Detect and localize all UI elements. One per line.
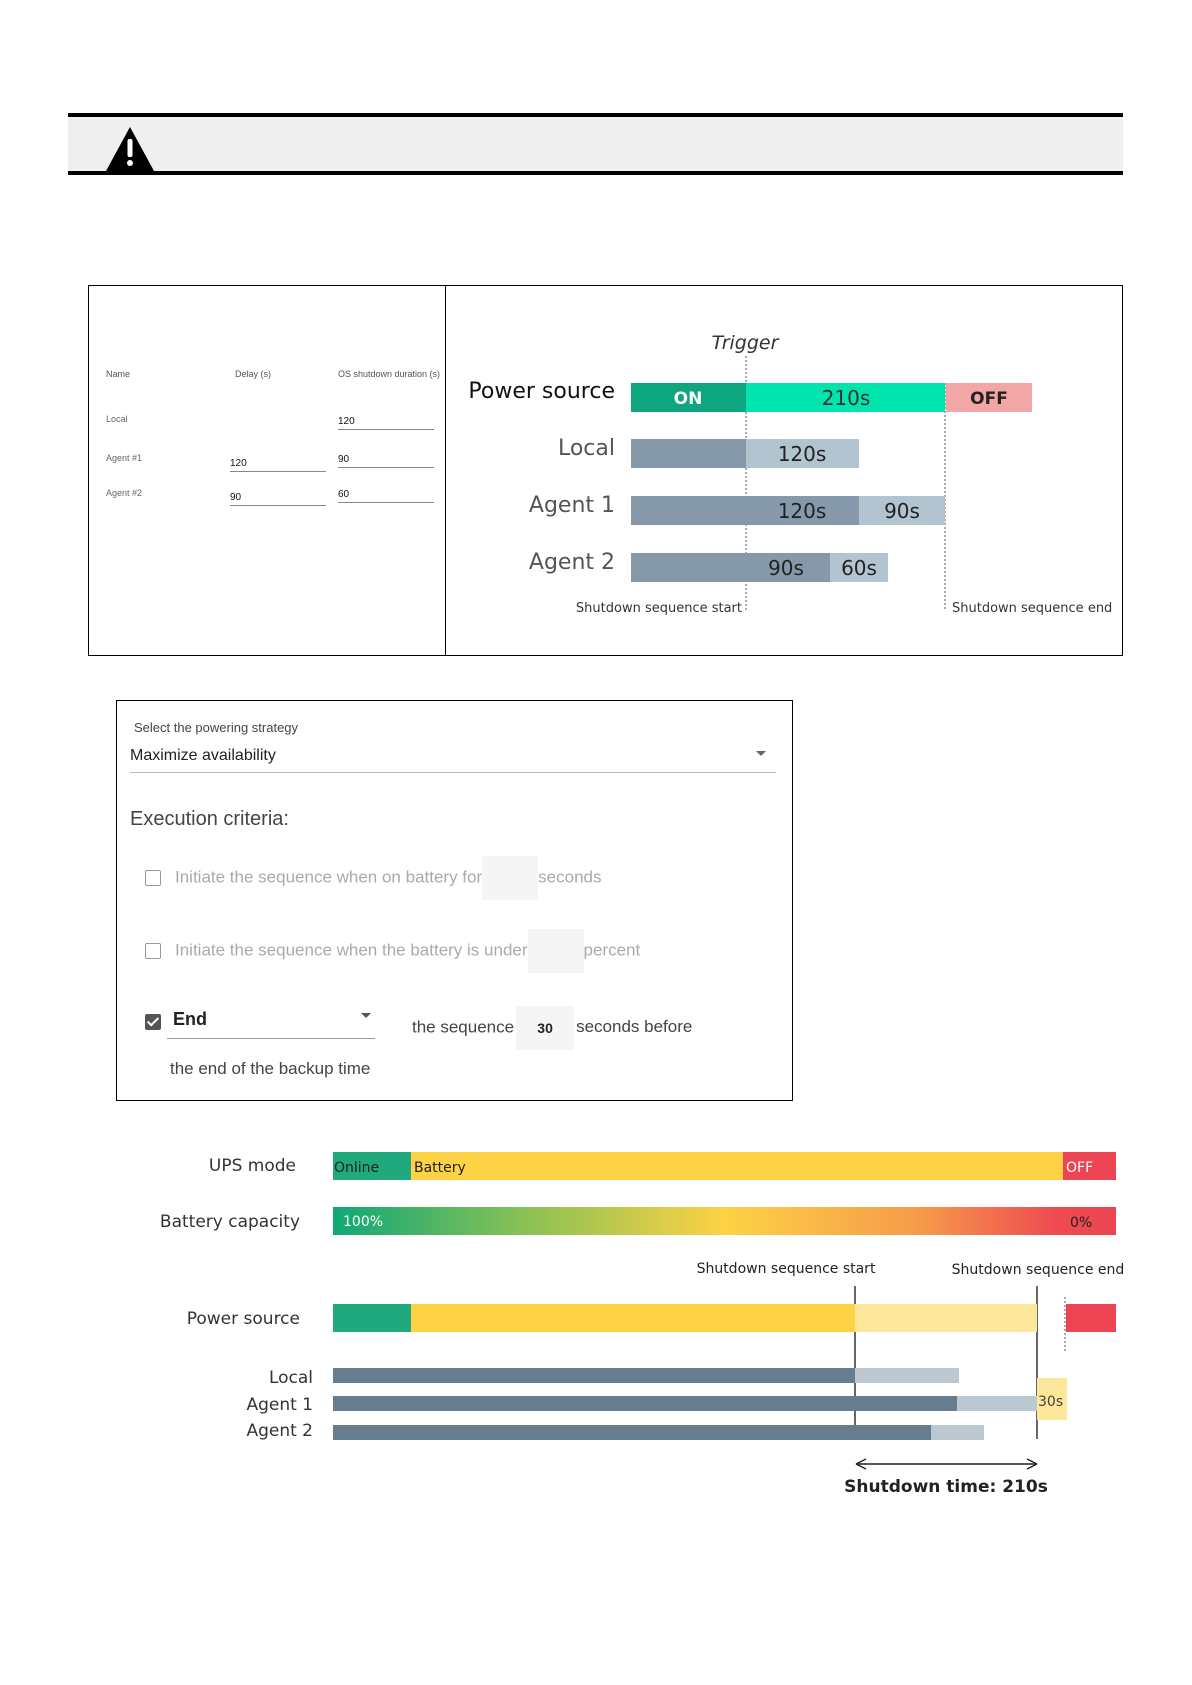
battery-capacity-bar xyxy=(333,1207,1116,1235)
online-label: Online xyxy=(334,1160,380,1176)
battery-level-input[interactable] xyxy=(528,929,584,973)
row-label-agent2: Agent 2 xyxy=(246,1421,313,1441)
warning-icon xyxy=(104,125,156,173)
power-on-label: ON xyxy=(673,389,703,409)
strategy-value: Maximize availability xyxy=(130,747,276,764)
row-label-power-source: Power source xyxy=(468,379,615,404)
chevron-down-icon xyxy=(361,1013,371,1018)
battery-mode-segment xyxy=(411,1152,1063,1180)
row-label-agent2: Agent #2 xyxy=(106,488,143,498)
agent2-shutdown-label: 60s xyxy=(841,556,877,580)
col-header-delay: Delay (s) xyxy=(235,369,272,379)
power-off-label: OFF xyxy=(970,389,1008,409)
end-sequence-checkbox[interactable] xyxy=(145,1014,161,1030)
col-header-name: Name xyxy=(106,369,131,379)
agent2-duration-input[interactable]: 60 xyxy=(338,489,434,503)
agent1-delay-input[interactable]: 120 xyxy=(230,458,326,472)
agent2-delay-label: 90s xyxy=(768,556,804,580)
criterion3-middle: the sequence xyxy=(412,1017,515,1037)
shutdown-example-figure xyxy=(88,285,1123,656)
agent1-delay-label: 120s xyxy=(777,499,827,523)
sequence-start-label: Shutdown sequence start xyxy=(575,601,742,616)
sequence-start-label: Shutdown sequence start xyxy=(696,1261,876,1277)
criterion-end-rest xyxy=(412,1006,692,1050)
criterion-battery-level xyxy=(145,929,640,973)
power-battery-segment xyxy=(411,1304,855,1332)
battery-start-label: 100% xyxy=(343,1214,384,1230)
row-label-agent1: Agent #1 xyxy=(106,453,143,463)
ups-mode-label: UPS mode xyxy=(208,1156,296,1176)
agent-settings-table xyxy=(89,286,445,655)
sequence-end-label: Shutdown sequence end xyxy=(951,1262,1125,1278)
power-source-label: Power source xyxy=(186,1309,300,1329)
shutdown-time-label: Shutdown time: 210s xyxy=(844,1477,1048,1497)
criterion-battery-time xyxy=(145,856,601,900)
agent1-duration-input[interactable]: 90 xyxy=(338,454,434,468)
battery-end-label: 0% xyxy=(1070,1215,1093,1231)
criterion3-after: seconds before xyxy=(576,1017,693,1037)
criterion2-text: Initiate the sequence when the battery is under xyxy=(175,940,528,960)
end-seconds-input[interactable]: 30 xyxy=(516,1006,574,1050)
powering-strategy-select[interactable] xyxy=(130,743,776,773)
col-header-duration: OS shutdown duration (s) xyxy=(338,369,441,379)
margin-label: 30s xyxy=(1038,1394,1064,1410)
power-online-segment xyxy=(333,1304,411,1332)
row-label-agent1: Agent 1 xyxy=(528,493,615,518)
strategy-label: Select the powering strategy xyxy=(134,720,299,735)
agent1-shutdown-label: 90s xyxy=(884,499,920,523)
battery-level-checkbox[interactable] xyxy=(145,943,161,959)
power-sequence-segment xyxy=(855,1304,1037,1332)
local-shutdown-bar xyxy=(855,1368,959,1383)
criterion1-text: Initiate the sequence when on battery for xyxy=(175,867,483,887)
local-wait-bar xyxy=(631,439,746,468)
end-mode-select[interactable] xyxy=(167,1003,375,1039)
ups-shutdown-timeline xyxy=(0,1140,1192,1520)
criterion1-unit: seconds xyxy=(538,867,602,887)
agent2-delay-bar xyxy=(333,1425,931,1440)
battery-mode-label: Battery xyxy=(414,1160,466,1176)
row-label-local: Local xyxy=(106,414,128,424)
shutdown-settings-panel xyxy=(116,700,793,1101)
shutdown-timeline-diagram xyxy=(446,286,1122,655)
row-label-agent1: Agent 1 xyxy=(246,1395,313,1415)
criterion2-unit: percent xyxy=(583,940,641,960)
sequence-end-label: Shutdown sequence end xyxy=(952,601,1113,616)
agent2-delay-input[interactable]: 90 xyxy=(230,492,326,506)
warning-banner xyxy=(68,113,1123,175)
agent2-shutdown-bar xyxy=(931,1425,984,1440)
row-label-local: Local xyxy=(268,1368,313,1388)
agent1-delay-bar xyxy=(333,1396,957,1411)
chevron-down-icon xyxy=(756,751,766,756)
local-duration-input[interactable]: 120 xyxy=(338,416,434,430)
row-label-agent2: Agent 2 xyxy=(528,550,615,575)
agent1-shutdown-bar xyxy=(957,1396,1037,1411)
power-battery-label: 210s xyxy=(821,386,871,410)
trigger-label: Trigger xyxy=(711,332,779,354)
row-label-local: Local xyxy=(557,436,615,461)
off-label: OFF xyxy=(1066,1160,1094,1176)
local-wait-bar xyxy=(333,1368,855,1383)
power-off-segment xyxy=(1066,1304,1116,1332)
local-shutdown-label: 120s xyxy=(777,442,827,466)
battery-capacity-label: Battery capacity xyxy=(159,1212,300,1232)
battery-time-checkbox[interactable] xyxy=(145,870,161,886)
criterion3-line2: the end of the backup time xyxy=(170,1059,371,1078)
criteria-title: Execution criteria: xyxy=(130,808,289,830)
end-mode-value: End xyxy=(173,1009,207,1029)
battery-time-input[interactable] xyxy=(482,856,538,900)
